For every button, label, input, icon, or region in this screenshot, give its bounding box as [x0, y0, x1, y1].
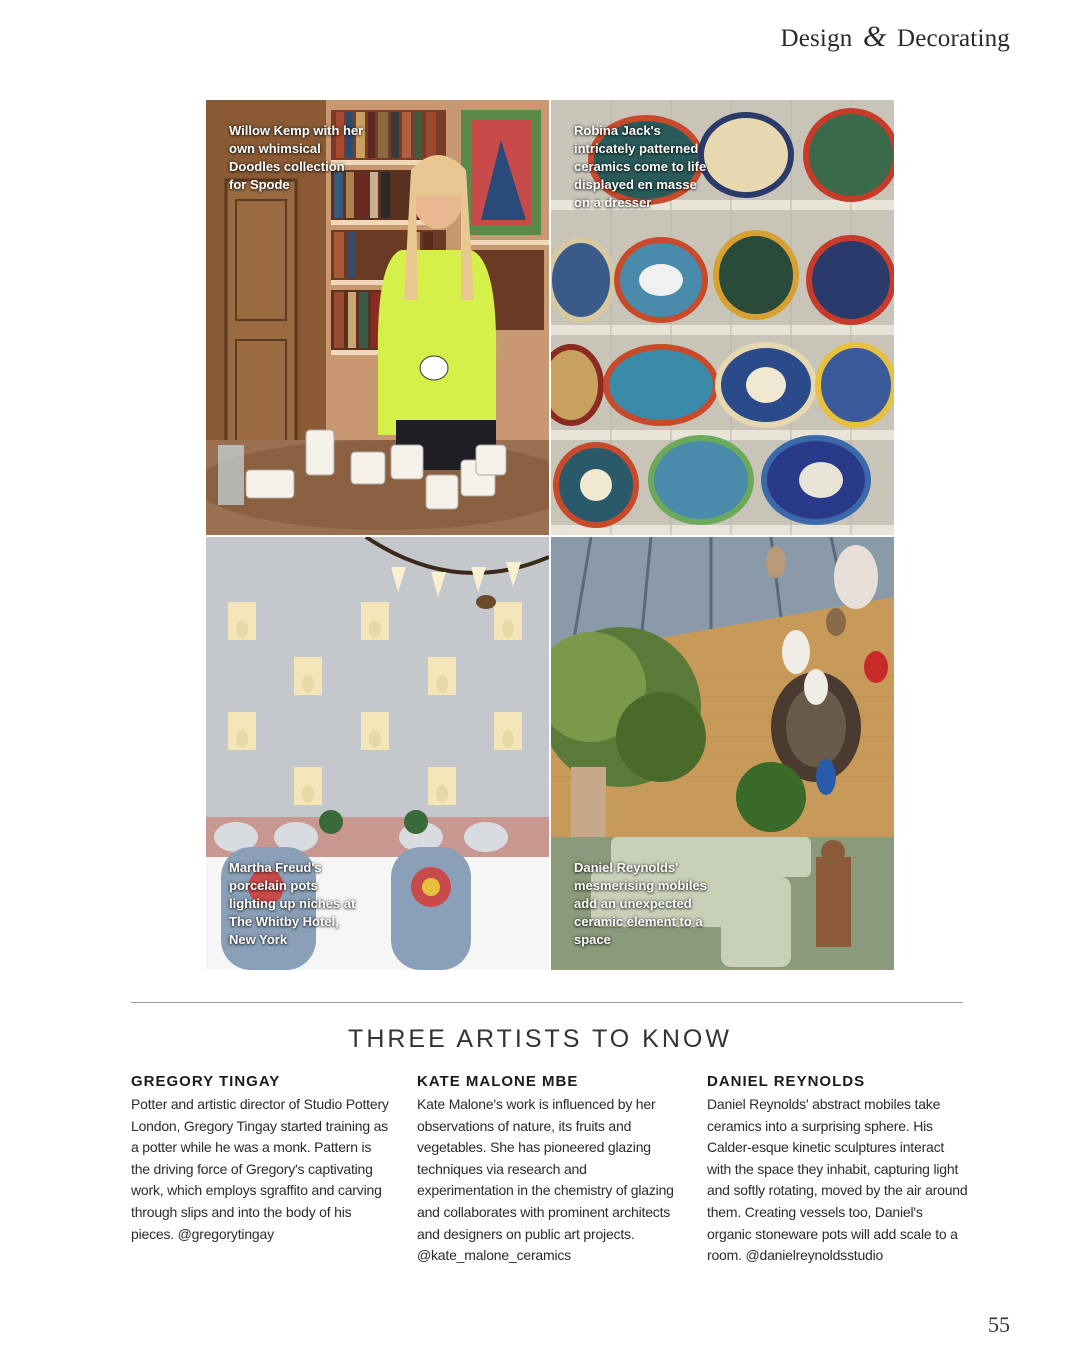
photo-martha-freud: [206, 537, 549, 970]
artist-column-daniel-reynolds: [707, 1073, 969, 1267]
artist-column-gregory-tingay: [131, 1073, 393, 1245]
artist-bio: Daniel Reynolds' abstract mobiles take ceramics into a surprising sphere. His Calder-esque kinetic sculptures interact with the space they inhabit, capturing light and softly rotating, moved by the air around them. Creating vessels too, Daniel's organic stoneware pots will add scale to a room. @danielreynoldsstudio: [707, 1096, 968, 1264]
caption-martha-freud: Martha Freud's porcelain pots lighting up niches at The Whitby Hotel, New York: [229, 860, 356, 947]
artist-column-kate-malone: [417, 1073, 679, 1267]
artist-bio: Kate Malone's work is influenced by her observations of nature, its fruits and vegetables. She has pioneered glazing techniques via research and experimentation in the chemistry of glazing and collaborates with prominent architects and designers on public art projects. @kate_malone_ceramics: [417, 1096, 674, 1264]
page-number: 55: [988, 1312, 1010, 1337]
photo-robina-jack: [551, 100, 894, 535]
section-name-design: Design: [780, 25, 853, 52]
section-header: [780, 20, 1010, 54]
artist-name: KATE MALONE MBE: [417, 1073, 579, 1090]
artist-name: GREGORY TINGAY: [131, 1073, 281, 1090]
caption-daniel-reynolds: Daniel Reynolds' mesmerising mobiles add an unexpected ceramic element to a space: [574, 860, 707, 947]
artist-bio: Potter and artistic director of Studio Pottery London, Gregory Tingay started training as a potter while he was a monk. Pattern is the driving force of Gregory's captivating work, which employs sgraffito and carving through slips and into the body of his pieces. @gregorytingay: [131, 1096, 389, 1242]
section-divider: [131, 1002, 963, 1003]
ampersand: &: [862, 20, 887, 53]
artist-name: DANIEL REYNOLDS: [707, 1073, 866, 1090]
section-title: THREE ARTISTS TO KNOW: [348, 1025, 732, 1053]
caption-robina-jack: Robina Jack's intricately patterned ceramics come to life displayed en masse on a dresser: [574, 123, 707, 210]
photo-grid: [206, 100, 894, 970]
section-name-decorating: Decorating: [896, 25, 1010, 52]
caption-willow-kemp: Willow Kemp with her own whimsical Doodles collection for Spode: [229, 123, 364, 192]
photo-daniel-reynolds: [551, 537, 894, 970]
photo-willow-kemp: [206, 100, 549, 535]
